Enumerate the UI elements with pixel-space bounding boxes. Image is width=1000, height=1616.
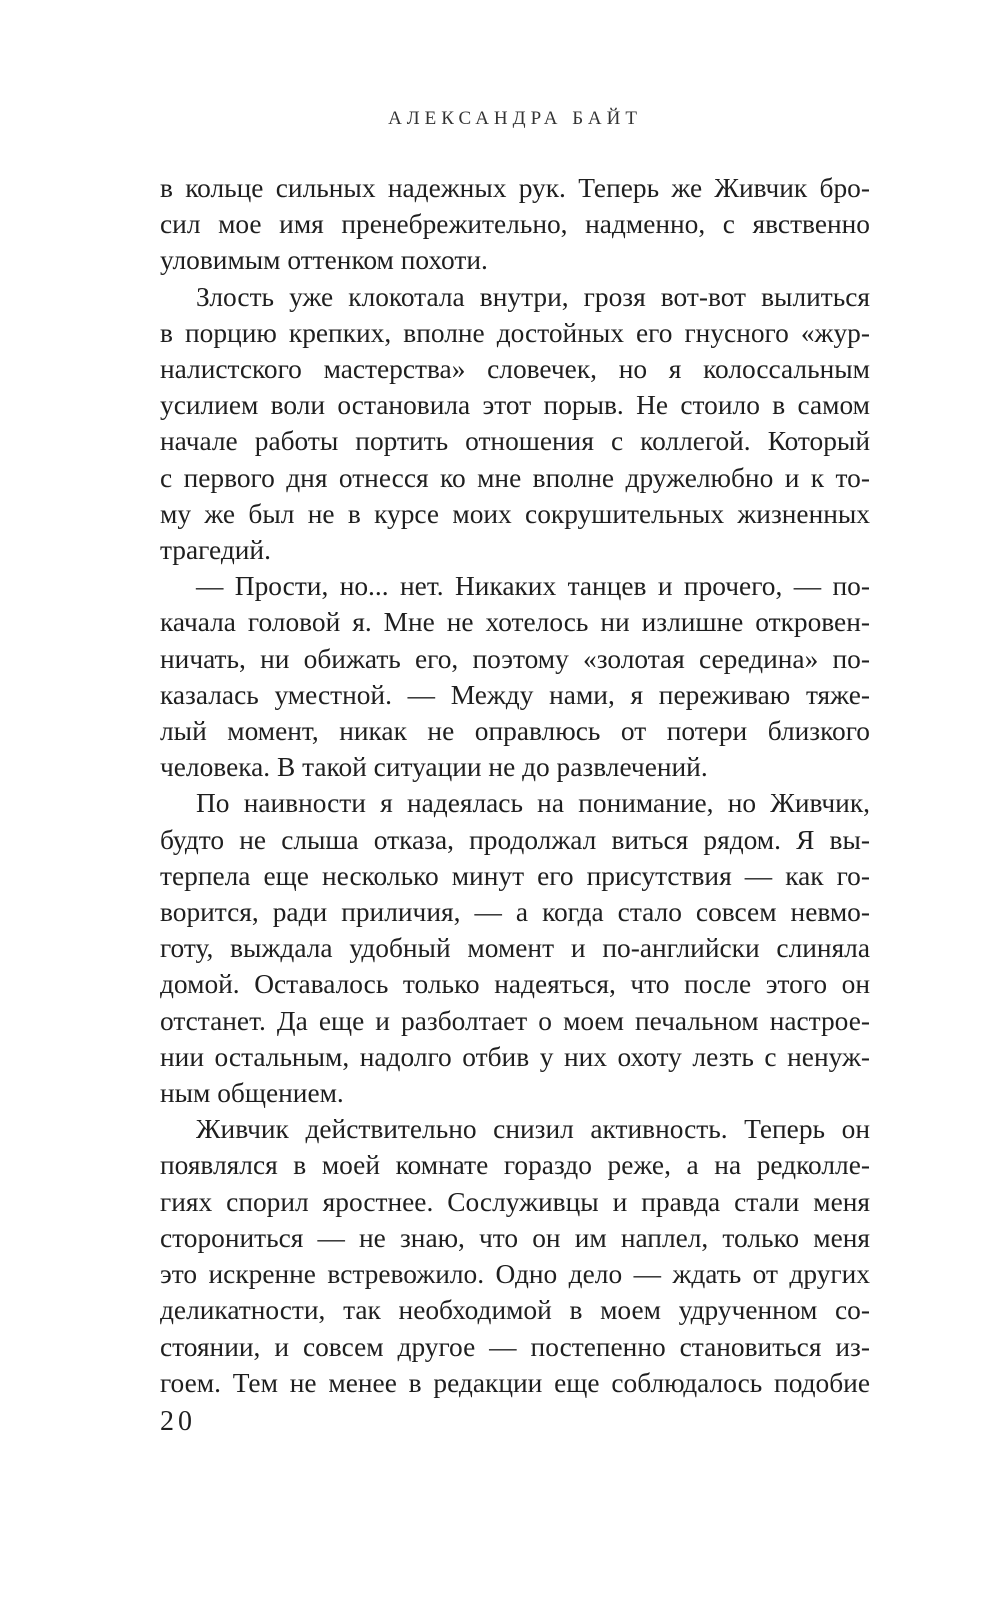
text-line: качала головой я. Мне не хотелось ни излишне откровен- [160, 607, 870, 638]
text-line: — Прости, но... нет. Никаких танцев и прочего, — по- [196, 571, 870, 602]
text-line: это искренне встревожило. Одно дело — ждать от других [160, 1259, 870, 1290]
text-line: По наивности я надеялась на понимание, но Живчик, [196, 788, 870, 819]
page-number: 20 [160, 1406, 196, 1437]
text-line: гиях спорил яростнее. Сослуживцы и правда стали меня [160, 1186, 870, 1217]
text-line: лый момент, никак не оправлюсь от потери близкого [160, 716, 870, 747]
text-line: домой. Оставалось только надеяться, что после этого он [160, 969, 870, 1000]
text-line: с первого дня отнесся ко мне вполне дружелюбно и к то- [160, 462, 870, 493]
text-line: уловимым оттенком похоти. [160, 245, 488, 276]
body-text [160, 170, 870, 1401]
text-line: ворится, ради приличия, — а когда стало совсем невмо- [160, 897, 870, 928]
text-line: начале работы портить отношения с коллегой. Который [160, 426, 870, 457]
text-line: терпела еще несколько минут его присутствия — как го- [160, 860, 870, 891]
text-line: будто не слыша отказа, продолжал виться рядом. Я вы- [160, 824, 870, 855]
text-line: казалась уместной. — Между нами, я переживаю тяже- [160, 679, 870, 710]
text-line: ничать, ни обижать его, поэтому «золотая середина» по- [160, 643, 870, 674]
text-line: ным общением. [160, 1078, 344, 1109]
text-line: му же был не в курсе моих сокрушительных жизненных [160, 498, 870, 529]
text-line: в порцию крепких, вполне достойных его гнусного «жур- [160, 317, 870, 348]
text-line: появлялся в моей комнате гораздо реже, а на редколле- [160, 1150, 870, 1181]
text-line: трагедий. [160, 535, 271, 566]
text-line: отстанет. Да еще и разболтает о моем печальном настрое- [160, 1005, 870, 1036]
text-line: сил мое имя пренебрежительно, надменно, с явственно [160, 209, 870, 240]
running-header-author: АЛЕКСАНДРА БАЙТ [388, 108, 642, 129]
text-line: усилием воли остановила этот порыв. Не стоило в самом [160, 390, 870, 421]
text-line: сторониться — не знаю, что он им наплел, только меня [160, 1222, 870, 1253]
text-line: Злость уже клокотала внутри, грозя вот-вот вылиться [196, 281, 870, 312]
text-line: нии остальным, надолго отбив у них охоту лезть с ненуж- [160, 1041, 870, 1072]
text-line: стоянии, и совсем другое — постепенно становиться из- [160, 1331, 870, 1362]
text-line: готу, выждала удобный момент и по-английски слиняла [160, 933, 870, 964]
text-line: в кольце сильных надежных рук. Теперь же Живчик бро- [160, 173, 870, 203]
text-line: Живчик действительно снизил активность. Теперь он [196, 1114, 870, 1145]
text-line: деликатности, так необходимой в моем удрученном со- [160, 1295, 870, 1326]
text-line: налистского мастерства» словечек, но я колоссальным [160, 354, 870, 385]
text-line: гоем. Тем не менее в редакции еще соблюдалось подобие [160, 1367, 870, 1398]
text-line: человека. В такой ситуации не до развлечений. [160, 752, 708, 783]
